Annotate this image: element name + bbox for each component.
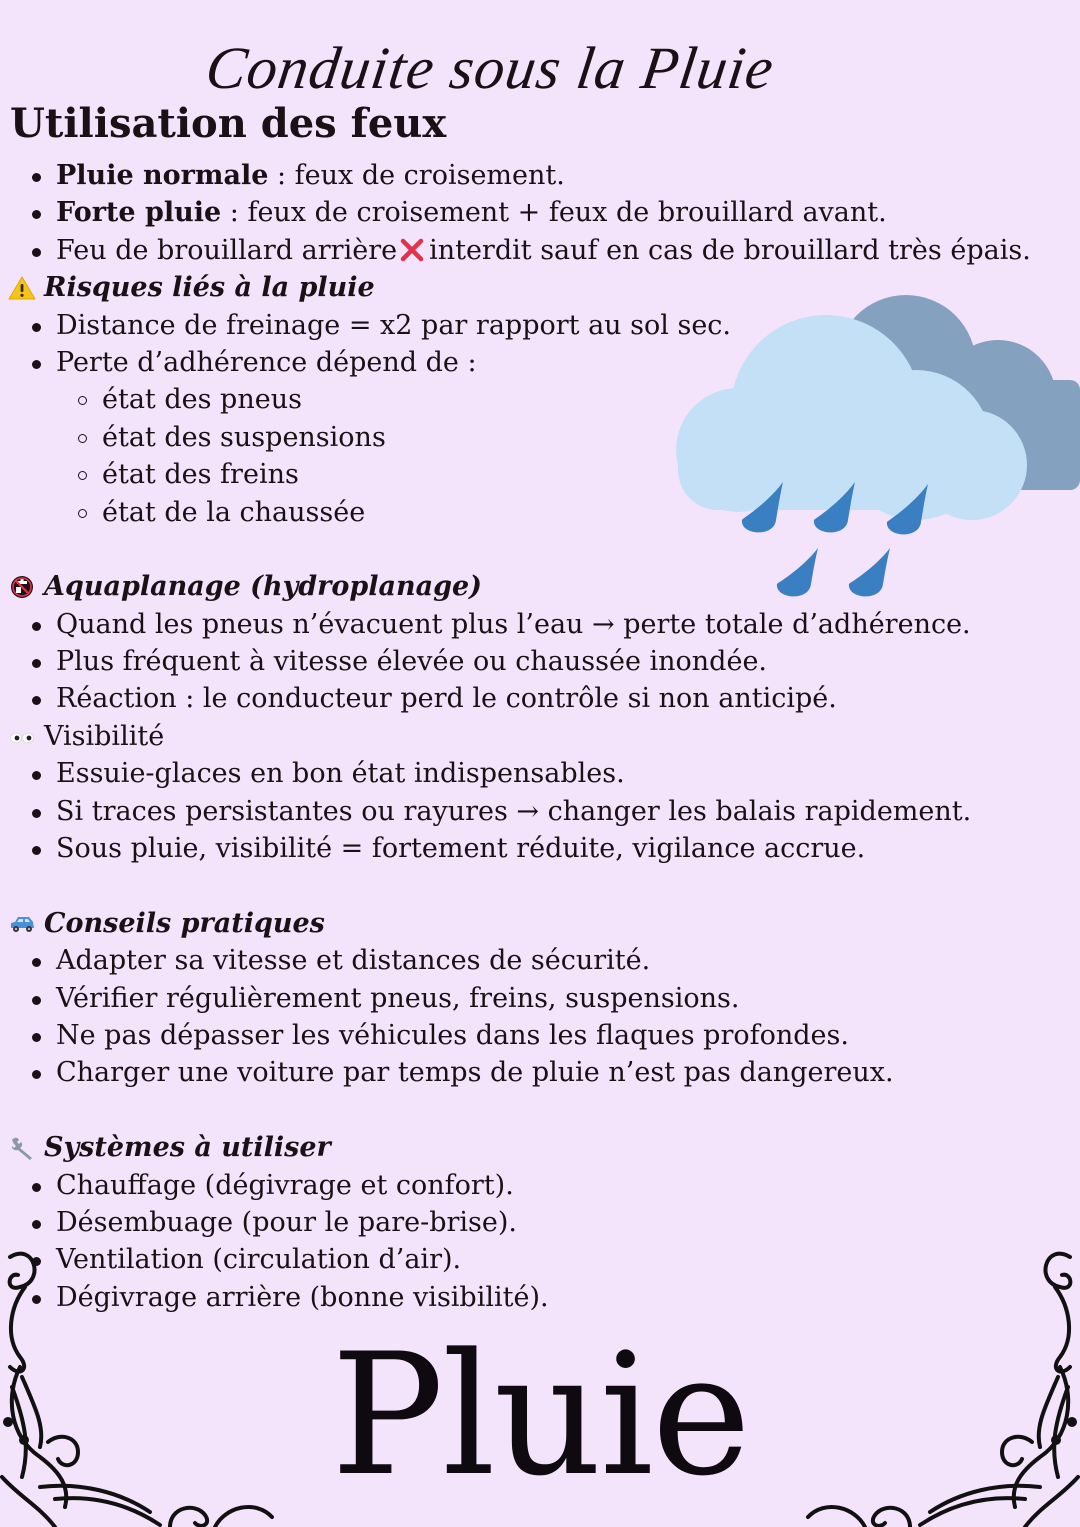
document-title: Conduite sous la Pluie (201, 35, 779, 101)
section-heading-systemes: Systèmes à utiliser (0, 1129, 1000, 1166)
list-item: Distance de freinage = x2 par rapport au sol sec. (0, 307, 1000, 344)
list-item: Réaction : le conducteur perd le contrôle si non anticipé. (0, 680, 1000, 717)
cross-mark-icon (399, 237, 425, 263)
list-item: Forte pluie : feux de croisement + feux de brouillard avant. (0, 194, 1000, 231)
spacer (0, 531, 1000, 568)
section-heading-feux: Utilisation des feux (10, 100, 447, 147)
list-item: Ventilation (circulation d’air). (0, 1241, 1000, 1278)
sub-list-item: état des suspensions (0, 419, 1000, 456)
wrench-icon (8, 1136, 36, 1160)
list-item: Perte d’adhérence dépend de : (0, 344, 1000, 381)
list-item: Pluie normale : feux de croisement. (0, 157, 1000, 194)
list-item: Charger une voiture par temps de pluie n’est pas dangereux. (0, 1054, 1000, 1091)
list-item: Sous pluie, visibilité = fortement réduite, vigilance accrue. (0, 830, 1000, 867)
list-item: Adapter sa vitesse et distances de sécurité. (0, 942, 1000, 979)
section-heading-conseils: Conseils pratiques (0, 905, 1000, 942)
warning-icon (8, 276, 36, 300)
no-water-icon (8, 575, 36, 599)
car-icon (8, 912, 36, 936)
section-heading-visibilite: Visibilité (0, 718, 1000, 755)
list-item: Chauffage (dégivrage et confort). (0, 1167, 1000, 1204)
list-item: Feu de brouillard arrière interdit sauf en cas de brouillard très épais. (0, 232, 1000, 269)
document-body (0, 157, 1031, 1316)
list-item: Quand les pneus n’évacuent plus l’eau → perte totale d’adhérence. (0, 606, 1000, 643)
spacer (0, 1092, 1000, 1129)
list-item: Vérifier régulièrement pneus, freins, suspensions. (0, 980, 1000, 1017)
sub-list-item: état des freins (0, 456, 1000, 493)
section-heading-risques: Risques liés à la pluie (0, 269, 1000, 306)
section-heading-aquaplanage: Aquaplanage (hydroplanage) (0, 568, 1000, 605)
spacer (0, 867, 1000, 904)
list-item: Si traces persistantes ou rayures → changer les balais rapidement. (0, 793, 1000, 830)
sub-list-item: état de la chaussée (0, 494, 1000, 531)
footer-title-word: Pluie (330, 1317, 750, 1513)
eyes-icon (8, 725, 36, 749)
list-item: Plus fréquent à vitesse élevée ou chaussée inondée. (0, 643, 1000, 680)
list-item: Dégivrage arrière (bonne visibilité). (0, 1279, 1000, 1316)
list-item: Ne pas dépasser les véhicules dans les flaques profondes. (0, 1017, 1000, 1054)
list-item: Essuie-glaces en bon état indispensables. (0, 755, 1000, 792)
sub-list-item: état des pneus (0, 381, 1000, 418)
list-item: Désembuage (pour le pare-brise). (0, 1204, 1000, 1241)
